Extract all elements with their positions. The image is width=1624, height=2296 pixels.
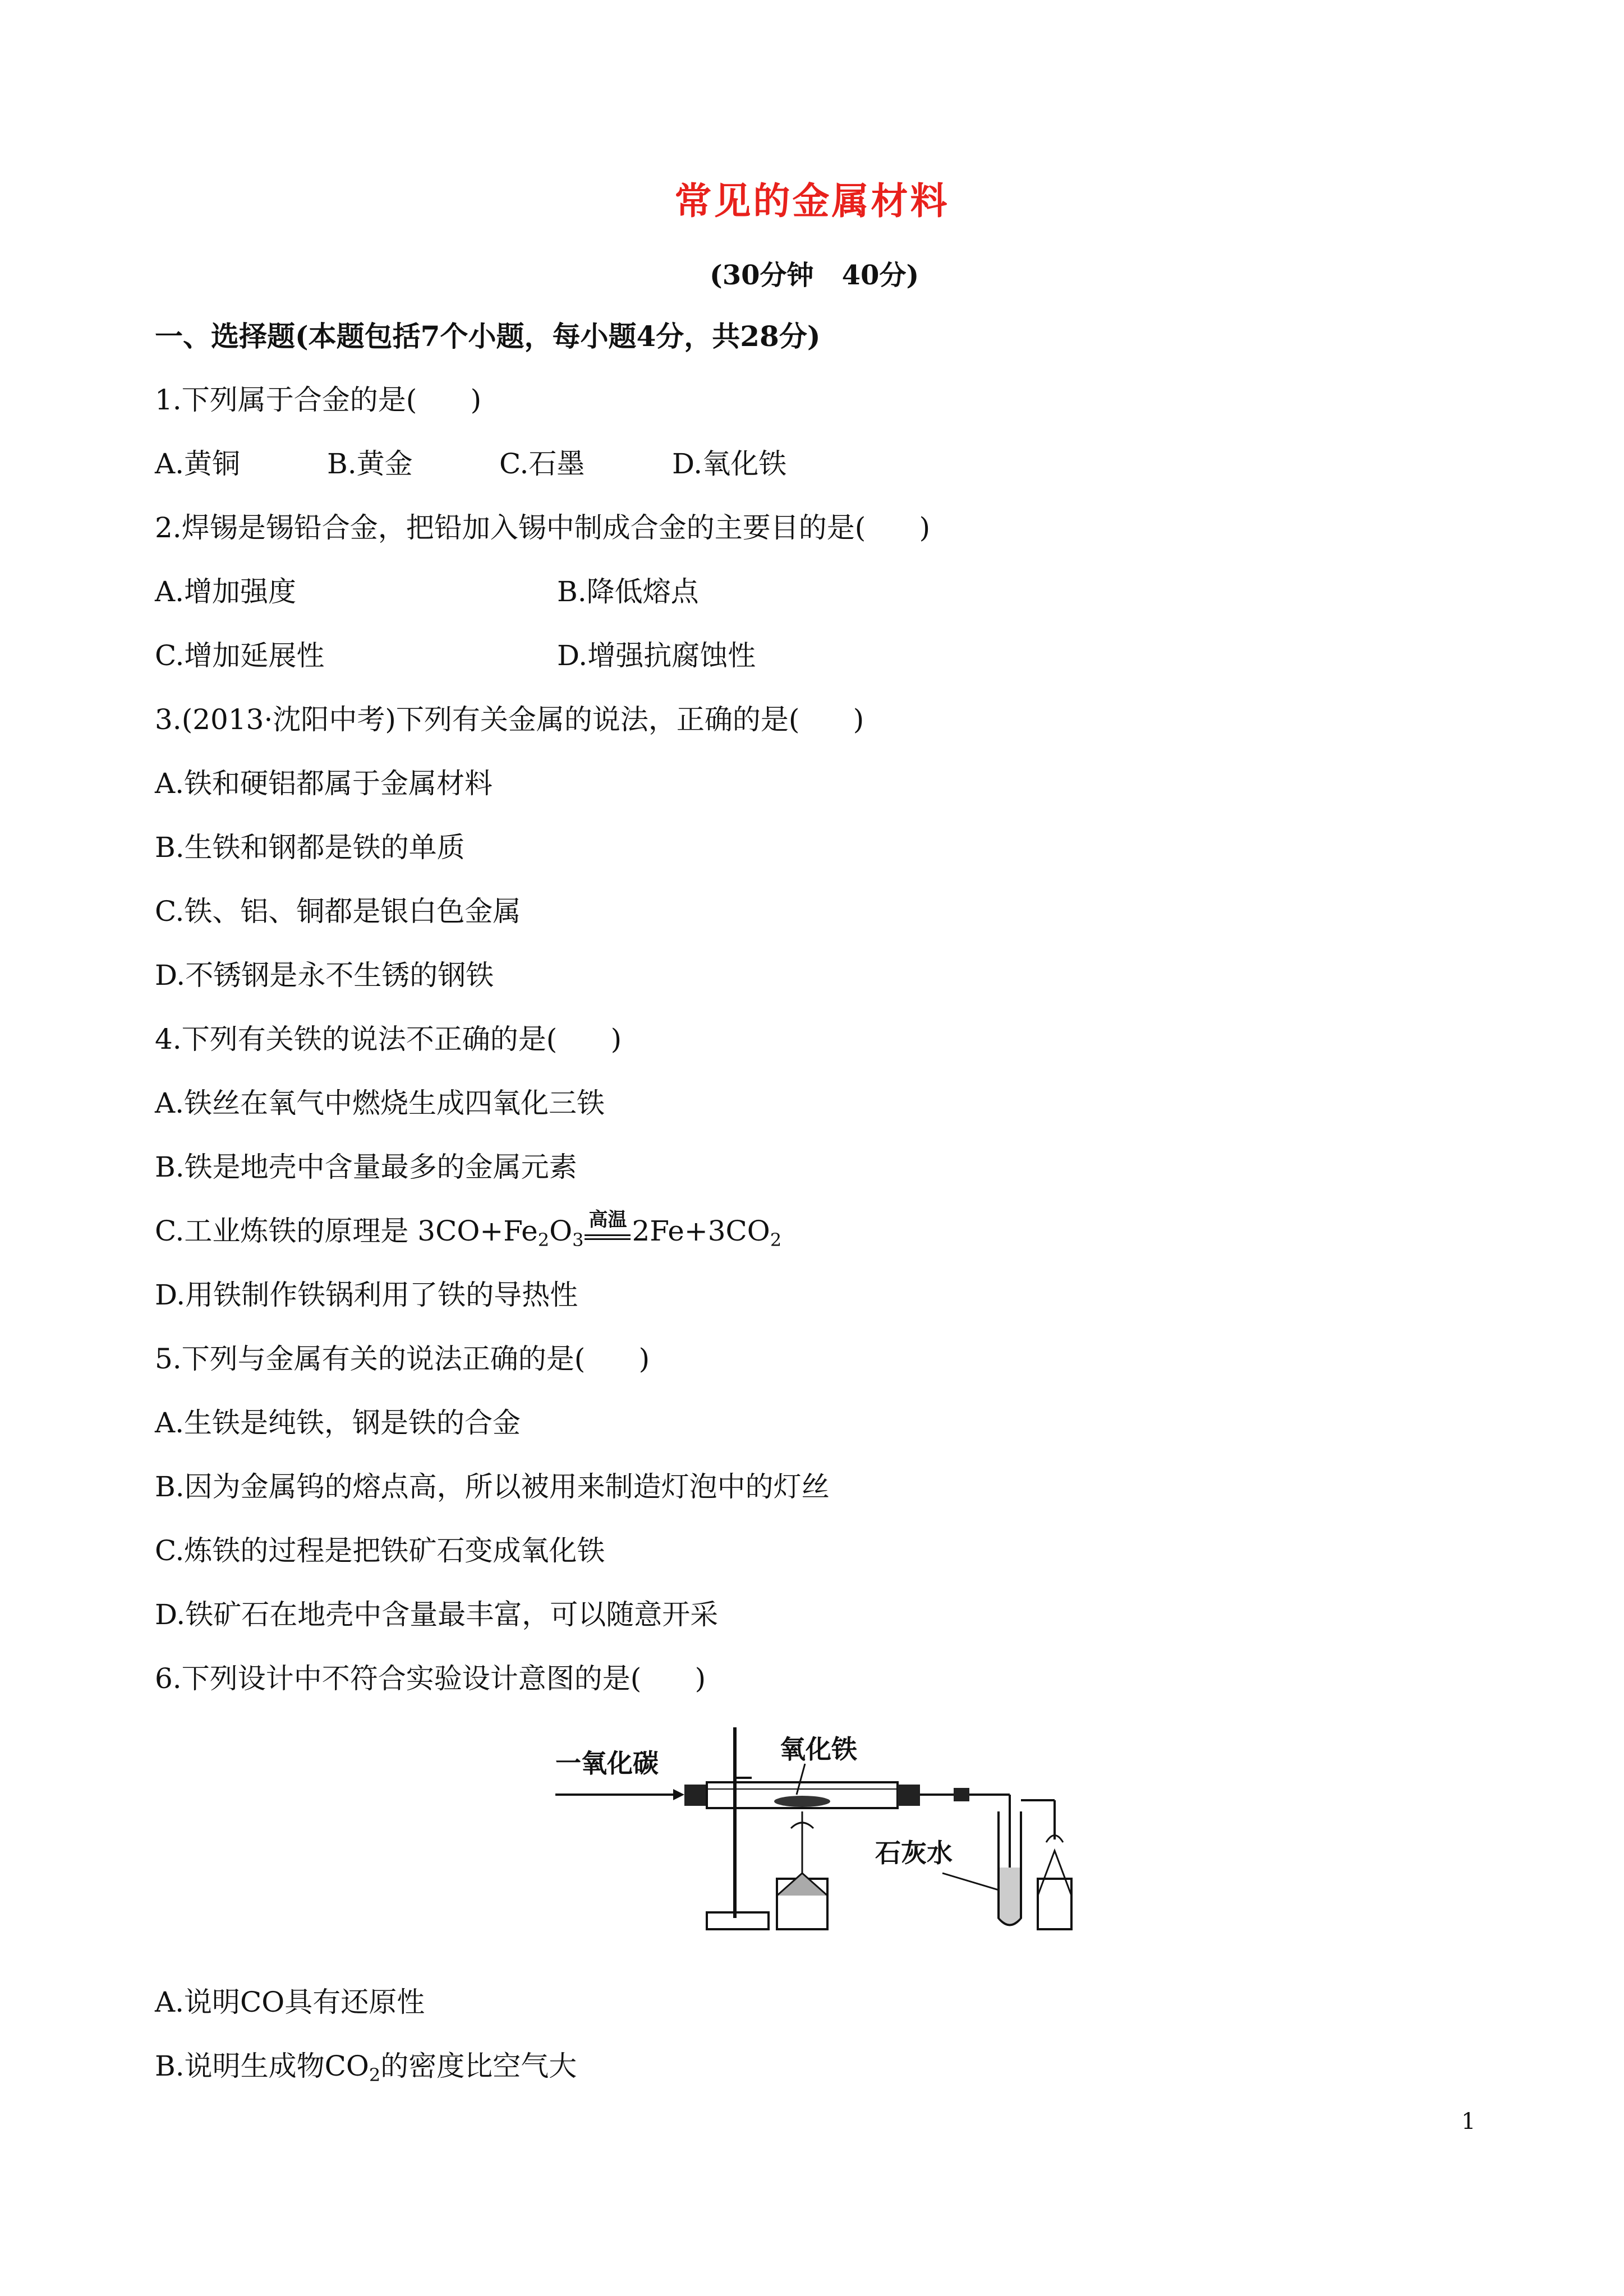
q3-option-d: D.不锈钢是永不生锈的钢铁 [155,959,494,992]
arrow-head [673,1789,684,1800]
q4-option-a: A.铁丝在氧气中燃烧生成四氧化三铁 [155,1087,605,1119]
iron-oxide-powder [774,1796,830,1807]
q4-option-d: D.用铁制作铁锅利用了铁的导热性 [155,1279,578,1311]
q5-option-b: B.因为金属钨的熔点高，所以被用来制造灯泡中的灯丝 [155,1470,830,1503]
stopper-right [898,1785,920,1806]
limewater-liquid [1000,1868,1020,1924]
equals-bar [585,1234,631,1236]
q1-option-a: A.黄铜 [155,448,241,480]
stopper-left [684,1785,707,1806]
q1-option-b: B.黄金 [327,448,413,480]
q3-option-c: C.铁、铝、铜都是银白色金属 [155,895,521,928]
label-carbon-monoxide: 一氧化碳 [555,1748,659,1778]
question-5-stem: 5.下列与金属有关的说法正确的是( ) [155,1343,650,1375]
page-title: 常见的金属材料 [674,179,950,223]
q6-option-a: A.说明CO具有还原性 [155,1986,425,2018]
subscript: 3 [572,1229,584,1251]
equals-bar [585,1238,631,1240]
section-heading: 一、选择题(本题包括7个小题，每小题4分，共28分) [155,320,821,353]
q1-option-d: D.氧化铁 [672,448,787,480]
q2-option-a: A.增加强度 [155,575,297,608]
question-2-stem: 2.焊锡是锡铅合金，把铅加入锡中制成合金的主要目的是( ) [155,511,931,544]
q2-option-b: B.降低熔点 [557,575,699,608]
label-iron-oxide: 氧化铁 [780,1734,857,1764]
q4-option-c-o: O [549,1215,573,1247]
q6-option-b-prefix: B.说明生成物CO [155,2050,369,2082]
q4-option-c [155,1209,782,1251]
page-number: 1 [1461,2109,1476,2134]
q2-option-d: D.增强抗腐蚀性 [557,639,756,672]
stand-base [707,1912,769,1929]
tail-burner [1038,1879,1071,1929]
lamp-top [777,1873,827,1896]
q3-option-b: B.生铁和钢都是铁的单质 [155,831,465,864]
question-6-stem: 6.下列设计中不符合实验设计意图的是( ) [155,1662,706,1695]
connector [954,1788,969,1801]
question-3-stem: 3.(2013·沈阳中考)下列有关金属的说法，正确的是( ) [155,703,864,736]
reaction-condition-sign [583,1209,632,1248]
q1-option-c: C.石墨 [499,448,585,480]
q5-option-d: D.铁矿石在地壳中含量最丰富，可以随意开采 [155,1598,719,1631]
label-pointer [797,1764,805,1795]
q6-option-b-suffix: 的密度比空气大 [380,2050,577,2082]
q4-option-c-products: 2Fe+3CO [632,1215,770,1247]
experiment-apparatus-figure [550,1716,1083,1940]
burner-top [1038,1851,1071,1896]
label-pointer [942,1873,999,1890]
q3-option-a: A.铁和硬铝都属于金属材料 [155,767,493,800]
subscript: 2 [770,1229,782,1251]
q6-option-b [155,2049,577,2086]
label-limewater: 石灰水 [875,1838,953,1868]
subscript: 2 [369,2064,381,2086]
q4-option-c-prefix: C.工业炼铁的原理是 3CO+Fe [155,1215,538,1247]
q4-option-b: B.铁是地壳中含量最多的金属元素 [155,1151,577,1183]
question-1-stem: 1.下列属于合金的是( ) [155,384,482,416]
q5-option-a: A.生铁是纯铁，钢是铁的合金 [155,1407,521,1439]
q5-option-c: C.炼铁的过程是把铁矿石变成氧化铁 [155,1534,605,1567]
time-score-note: (30分钟 40分) [710,260,919,291]
question-4-stem: 4.下列有关铁的说法不正确的是( ) [155,1023,622,1055]
reaction-condition: 高温 [588,1209,627,1231]
q2-option-c: C.增加延展性 [155,639,325,672]
subscript: 2 [537,1229,550,1251]
